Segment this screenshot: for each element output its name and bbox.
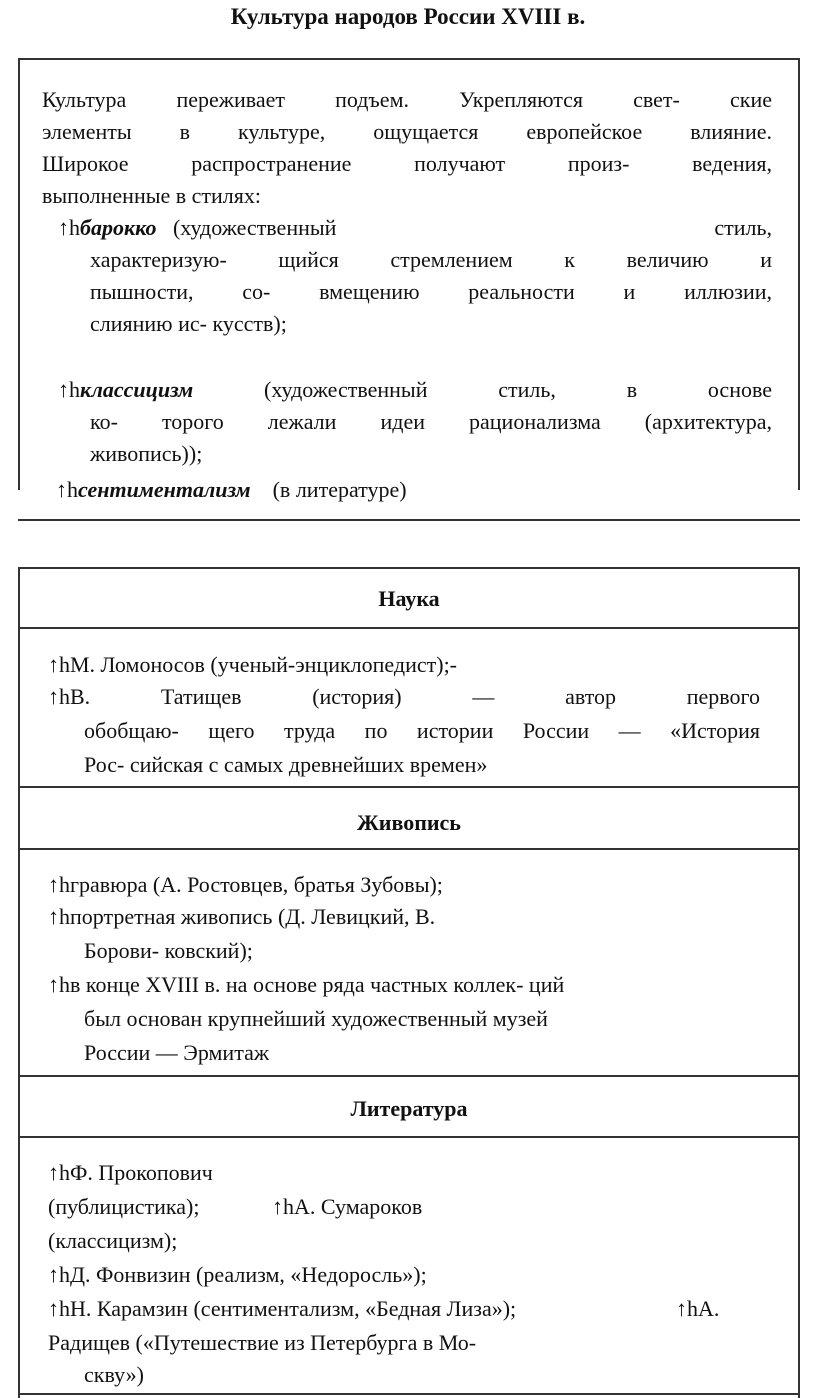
literature-header: Литература <box>350 1096 468 1121</box>
intro-line <box>42 180 772 212</box>
science-item-line: Рос- сийская с самых древнейших времен» <box>84 752 488 777</box>
row-divider <box>18 627 800 629</box>
science-header: Наука <box>378 586 440 611</box>
row-divider <box>18 1136 800 1138</box>
science-item-text: В. Татищев (история) — автор первого <box>70 684 760 709</box>
bullet-icon: ↑h <box>56 477 78 502</box>
style-desc-line: ко- торого лежали идеи рационализма (архитектура, <box>90 409 772 434</box>
painting-item <box>48 968 760 1070</box>
intro-text-1: Культура переживает подъем. Укрепляются свет- ские <box>42 87 772 112</box>
painting-item <box>48 868 760 902</box>
literature-line: ↑hА. <box>676 1296 720 1321</box>
intro-paragraph <box>42 84 772 212</box>
intro-text-4: выполненные в стилях: <box>42 183 262 208</box>
page-title: Культура народов России XVIII в. <box>230 4 586 29</box>
intro-text-3: Широкое распространение получают произ- ведения, <box>42 151 772 176</box>
style-item-classicism <box>58 374 772 470</box>
literature-line: ↑hФ. Прокопович <box>48 1160 213 1185</box>
intro-text-2: элементы в культуре, ощущается европейское влияние. <box>42 119 772 144</box>
painting-item-text: гравюра (А. Ростовцев, братья Зубовы); <box>70 872 443 897</box>
bullet-icon: ↑h <box>48 652 70 677</box>
style-desc-line: слиянию ис- кусств); <box>90 311 287 336</box>
science-item <box>48 680 760 782</box>
style-desc-line: характеризую- щийся стремлением к величию и <box>90 247 772 272</box>
intro-line <box>42 84 772 116</box>
painting-item-line: России — Эрмитаж <box>84 1040 270 1065</box>
style-desc: (художественный <box>172 215 337 240</box>
painting-item-line: был основан крупнейший художественный музей <box>84 1006 548 1031</box>
style-desc: (художественный стиль, в основе <box>264 377 772 402</box>
bullet-icon: ↑h <box>58 377 80 402</box>
style-desc-end: стиль, <box>714 215 772 240</box>
style-desc-line: пышности, со- вмещению реальности и иллюзии, <box>90 279 772 304</box>
literature-line: Радищев («Путешествие из Петербурга в Мо- <box>48 1330 477 1355</box>
literature-line: (классицизм); <box>48 1228 178 1253</box>
science-item-line: обобщаю- щего труда по истории России — «История <box>84 718 760 743</box>
literature-line: (публицистика); <box>48 1194 200 1219</box>
painting-item <box>48 900 760 968</box>
literature-line: ↑hН. Карамзин (сентиментализм, «Бедная Лиза»); <box>48 1296 517 1321</box>
intro-line <box>42 116 772 148</box>
row-divider <box>18 1393 800 1395</box>
painting-item-text: в конце XVIII в. на основе ряда частных коллек- ций <box>70 972 565 997</box>
bullet-icon: ↑h <box>48 684 70 709</box>
bullet-icon: ↑h <box>48 904 70 929</box>
literature-line: ↑hА. Сумароков <box>272 1194 423 1219</box>
style-desc: (в литературе) <box>272 477 407 502</box>
bullet-icon: ↑h <box>48 972 70 997</box>
style-item-baroque <box>58 212 772 340</box>
style-name: сентиментализм <box>78 477 251 502</box>
painting-header: Живопись <box>357 810 461 835</box>
row-divider <box>18 786 800 788</box>
style-desc-line: живопись)); <box>90 441 203 466</box>
style-item-sentimentalism <box>56 474 770 506</box>
intro-line <box>42 148 772 180</box>
literature-line: скву») <box>84 1362 144 1387</box>
science-item <box>48 648 760 682</box>
painting-item-line: Борови- ковский); <box>84 938 253 963</box>
intro-box-divider <box>18 519 800 521</box>
style-name: классицизм <box>80 377 194 402</box>
science-item-text: М. Ломоносов (ученый-энциклопедист);- <box>70 652 458 677</box>
row-divider <box>18 1075 800 1077</box>
painting-item-text: портретная живопись (Д. Левицкий, В. <box>70 904 436 929</box>
row-divider <box>18 848 800 850</box>
literature-line: ↑hД. Фонвизин (реализм, «Недоросль»); <box>48 1262 427 1287</box>
style-name: барокко <box>80 215 157 240</box>
bullet-icon: ↑h <box>58 215 80 240</box>
bullet-icon: ↑h <box>48 872 70 897</box>
